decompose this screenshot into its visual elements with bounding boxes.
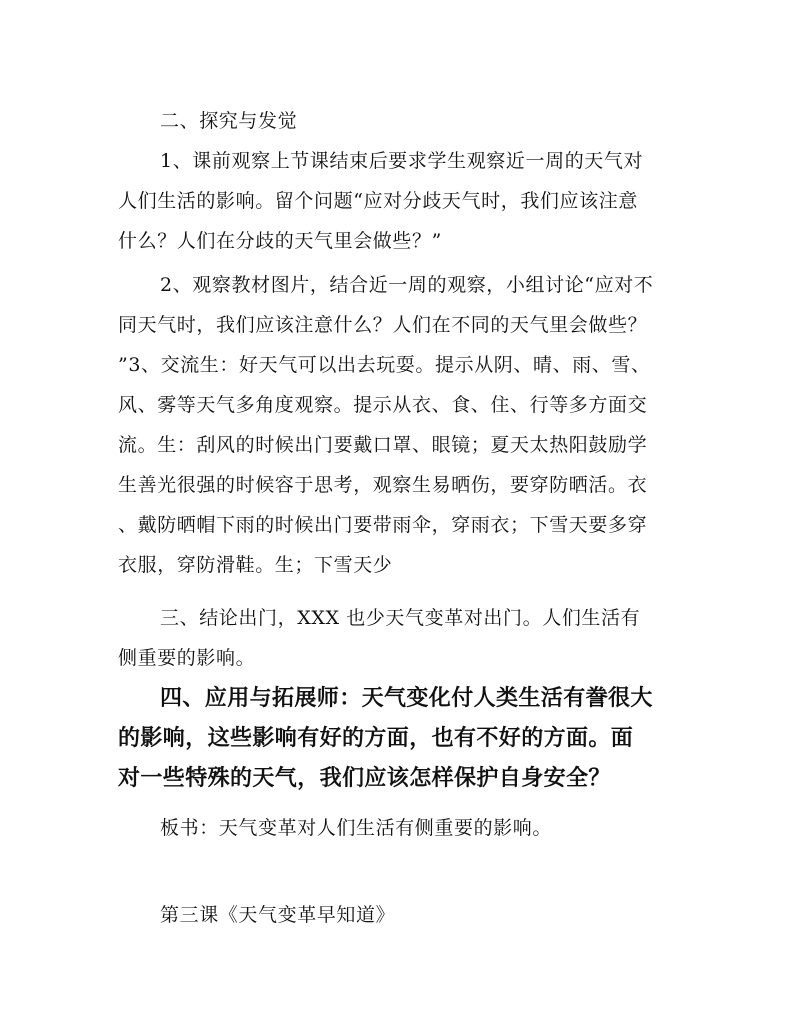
paragraph-line: 1、课前观察上节课结束后要求学生观察近一周的天气对 (160, 150, 644, 172)
paragraph-line: 三、结论出门，XXX 也少天气变革对出门。人们生活有 (160, 607, 641, 629)
paragraph-line: 什么？人们在分歧的天气里会做些？” (118, 230, 442, 252)
board-note: 板书：天气变革对人们生活有侧重要的影响。 (160, 817, 553, 839)
paragraph-line: 四、应用与拓展师：天气变化付人类生活有誊很大 (160, 686, 653, 711)
paragraph-application-bold (118, 679, 684, 799)
paragraph-line: 生善光很强的时候容于思考，观察生易晒伤，要穿防晒活。衣 (118, 474, 648, 496)
paragraph-line: 侧重要的影响。 (118, 647, 256, 669)
paragraph-line: 人们生活的影响。留个问题“应对分歧天气时，我们应该注意 (118, 190, 638, 212)
paragraph-discussion (118, 265, 684, 585)
paragraph-line: 同天气时，我们应该注意什么？人们在不同的天气里会做些？ (118, 314, 648, 336)
paragraph-line: 风、雾等天气多角度观察。提示从衣、食、住、行等多方面交 (118, 394, 648, 416)
paragraph-line: 、戴防晒帽下雨的时候出门要带雨伞，穿雨衣；下雪天要多穿 (118, 514, 648, 536)
paragraph-line: 的影响，这些影响有好的方面，也有不好的方面。面 (118, 726, 634, 751)
paragraph-line: 2、观察教材图片，结合近一周的观察，小组讨论“应对不 (160, 274, 654, 296)
section-heading-exploration: 二、探究与发觉 (160, 110, 298, 132)
paragraph-line: ”3、交流生：好天气可以出去玩耍。提示从阴、晴、雨、雪、 (118, 354, 651, 376)
paragraph-observation (118, 141, 684, 261)
paragraph-line: 衣服，穿防滑鞋。生；下雪天少 (118, 554, 393, 576)
lesson-title: 第三课《天气变革早知道》 (160, 904, 396, 926)
paragraph-line: 流。生：刮风的时候出门要戴口罩、眼镜；夏天太热阳鼓励学 (118, 434, 648, 456)
paragraph-conclusion (118, 598, 684, 678)
paragraph-line: 对一些特殊的天气，我们应该怎样保护自身安全？ (118, 766, 611, 791)
